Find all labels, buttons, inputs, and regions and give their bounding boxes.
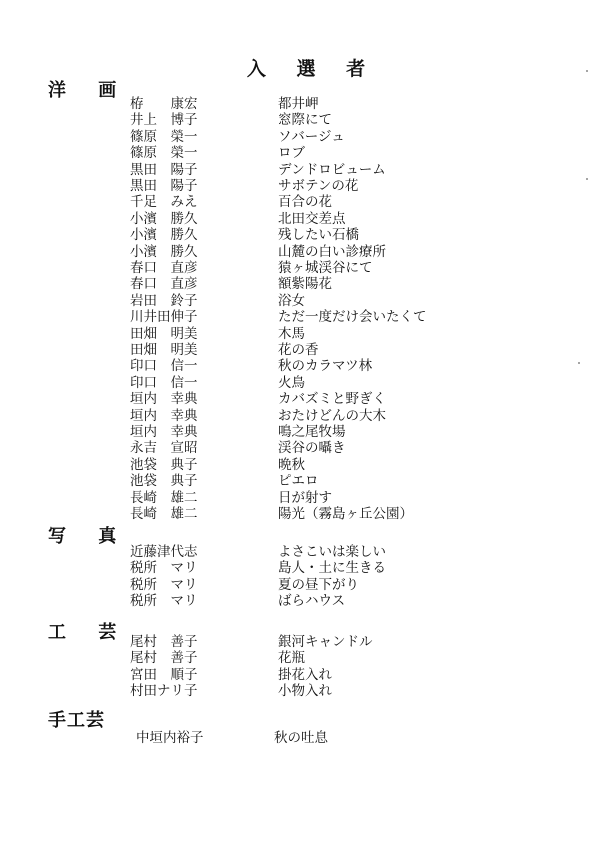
entry-row	[0, 211, 600, 228]
entrant-name: 春口 直彦	[130, 260, 198, 276]
entry-row	[0, 634, 600, 651]
entrant-name: 川井田伸子	[130, 309, 198, 326]
entrant-name: 黒田 陽子	[130, 161, 198, 178]
work-title: 日が射す	[278, 489, 332, 506]
entrant-name: 印口 信一	[130, 358, 198, 375]
entry-row	[0, 593, 600, 610]
entrant-name: 篠原 榮一	[130, 128, 198, 145]
entrant-name: 中垣内裕子	[136, 730, 204, 746]
work-title: 窓際にて	[278, 112, 332, 129]
entry-row	[0, 309, 600, 326]
work-title: 掛花入れ	[278, 666, 332, 683]
entry-row	[0, 560, 600, 577]
work-title: 木馬	[278, 325, 305, 342]
entry-row	[0, 683, 600, 700]
work-title: デンドロビューム	[278, 161, 386, 178]
entry-row	[0, 145, 600, 162]
entry-row	[0, 391, 600, 408]
entrant-name: 池袋 典子	[130, 473, 198, 490]
work-title: サボテンの花	[278, 178, 359, 194]
entrant-name: 税所 マリ	[130, 576, 198, 593]
work-title: カバズミと野ぎく	[278, 391, 386, 408]
work-title: 猿ヶ城渓谷にて	[278, 260, 373, 276]
entry-row	[0, 293, 600, 310]
category-label-shashin: 写 真	[48, 526, 130, 547]
entrant-name: 田畑 明美	[130, 325, 198, 342]
work-title: ソバージュ	[278, 128, 345, 145]
work-title: 額紫陽花	[278, 276, 332, 293]
entrant-name: 税所 マリ	[130, 560, 198, 577]
entrant-name: 井上 博子	[130, 112, 198, 129]
work-title: 島人・土に生きる	[278, 560, 386, 577]
entrant-name: 宮田 順子	[130, 666, 198, 683]
work-title: ばらハウス	[278, 593, 346, 610]
work-title: 夏の昼下がり	[278, 576, 359, 593]
entrant-name: 垣内 幸典	[130, 391, 198, 408]
work-title: ピエロ	[278, 473, 319, 490]
entrant-name: 田畑 明美	[130, 342, 198, 358]
work-title: 秋の吐息	[274, 730, 328, 746]
entry-row	[0, 112, 600, 129]
entry-row	[0, 544, 600, 561]
entrant-name: 垣内 幸典	[130, 407, 198, 424]
entrant-name: 小濱 勝久	[130, 243, 198, 260]
entrant-name: 村田ナリ子	[130, 683, 198, 700]
entrant-name: 小濱 勝久	[130, 227, 198, 244]
work-title: ロブ	[278, 145, 305, 162]
category-label-yoga: 洋 画	[48, 80, 130, 101]
entry-row	[0, 96, 600, 113]
entry-row	[0, 490, 600, 507]
work-title: 秋のカラマツ林	[278, 358, 373, 375]
work-title: 陽光（霧島ヶ丘公園）	[278, 506, 413, 522]
work-title: 北田交差点	[278, 210, 346, 227]
work-title: 百合の花	[278, 194, 332, 211]
category-label-kogei: 工 芸	[48, 622, 130, 643]
work-title: 渓谷の囁き	[278, 440, 346, 457]
work-title: よさこいは楽しい	[278, 544, 386, 560]
entrant-name: 永吉 宣昭	[130, 440, 198, 457]
work-title: おたけどんの大木	[278, 407, 386, 424]
entrant-name: 近藤津代志	[130, 544, 198, 560]
entry-row	[0, 276, 600, 293]
entrant-name: 春口 直彦	[130, 276, 198, 293]
scan-speck	[586, 70, 588, 72]
entry-row	[0, 730, 600, 747]
entry-row	[0, 650, 600, 667]
entrant-name: 篠原 榮一	[130, 145, 198, 162]
entry-row	[0, 408, 600, 425]
entry-row	[0, 244, 600, 261]
entrant-name: 栫 康宏	[130, 96, 198, 112]
entrant-name: 岩田 鈴子	[130, 292, 198, 309]
entry-row	[0, 473, 600, 490]
work-title: 都井岬	[278, 96, 319, 112]
work-title: 山麓の白い診療所	[278, 243, 386, 260]
entry-row	[0, 577, 600, 594]
work-title: 晩秋	[278, 456, 305, 473]
work-title: 花の香	[278, 342, 319, 358]
work-title: 火鳥	[278, 374, 305, 391]
entry-row	[0, 667, 600, 684]
entrant-name: 長崎 雄二	[130, 489, 198, 506]
entry-row	[0, 260, 600, 277]
entry-row	[0, 358, 600, 375]
work-title: 鳴之尾牧場	[278, 424, 346, 440]
work-title: 残したい石橋	[278, 227, 359, 244]
entrant-name: 印口 信一	[130, 374, 198, 391]
entry-row	[0, 194, 600, 211]
scan-speck	[586, 178, 588, 180]
entry-row	[0, 178, 600, 195]
entrant-name: 垣内 幸典	[130, 424, 198, 440]
entrant-name: 税所 マリ	[130, 593, 198, 610]
scan-speck	[578, 362, 580, 364]
entrant-name: 尾村 善子	[130, 650, 198, 667]
entrant-name: 千足 みえ	[130, 194, 198, 211]
entry-row	[0, 326, 600, 343]
entry-row	[0, 375, 600, 392]
entry-row	[0, 342, 600, 359]
entry-row	[0, 457, 600, 474]
work-title: ただ一度だけ会いたくて	[278, 309, 427, 326]
entry-row	[0, 424, 600, 441]
work-title: 花瓶	[278, 650, 305, 667]
entry-row	[0, 162, 600, 179]
entrant-name: 長崎 雄二	[130, 506, 198, 522]
entry-row	[0, 227, 600, 244]
work-title: 浴女	[278, 292, 305, 309]
category-label-shukogei: 手工芸	[48, 710, 105, 731]
entrant-name: 小濱 勝久	[130, 210, 198, 227]
entry-row	[0, 506, 600, 523]
entrant-name: 尾村 善子	[130, 634, 198, 650]
entry-row	[0, 440, 600, 457]
entry-row	[0, 129, 600, 146]
work-title: 小物入れ	[278, 683, 332, 700]
work-title: 銀河キャンドル	[278, 634, 373, 650]
page-title: 入 選 者	[246, 58, 378, 80]
entrant-name: 池袋 典子	[130, 456, 198, 473]
entrant-name: 黒田 陽子	[130, 178, 198, 194]
